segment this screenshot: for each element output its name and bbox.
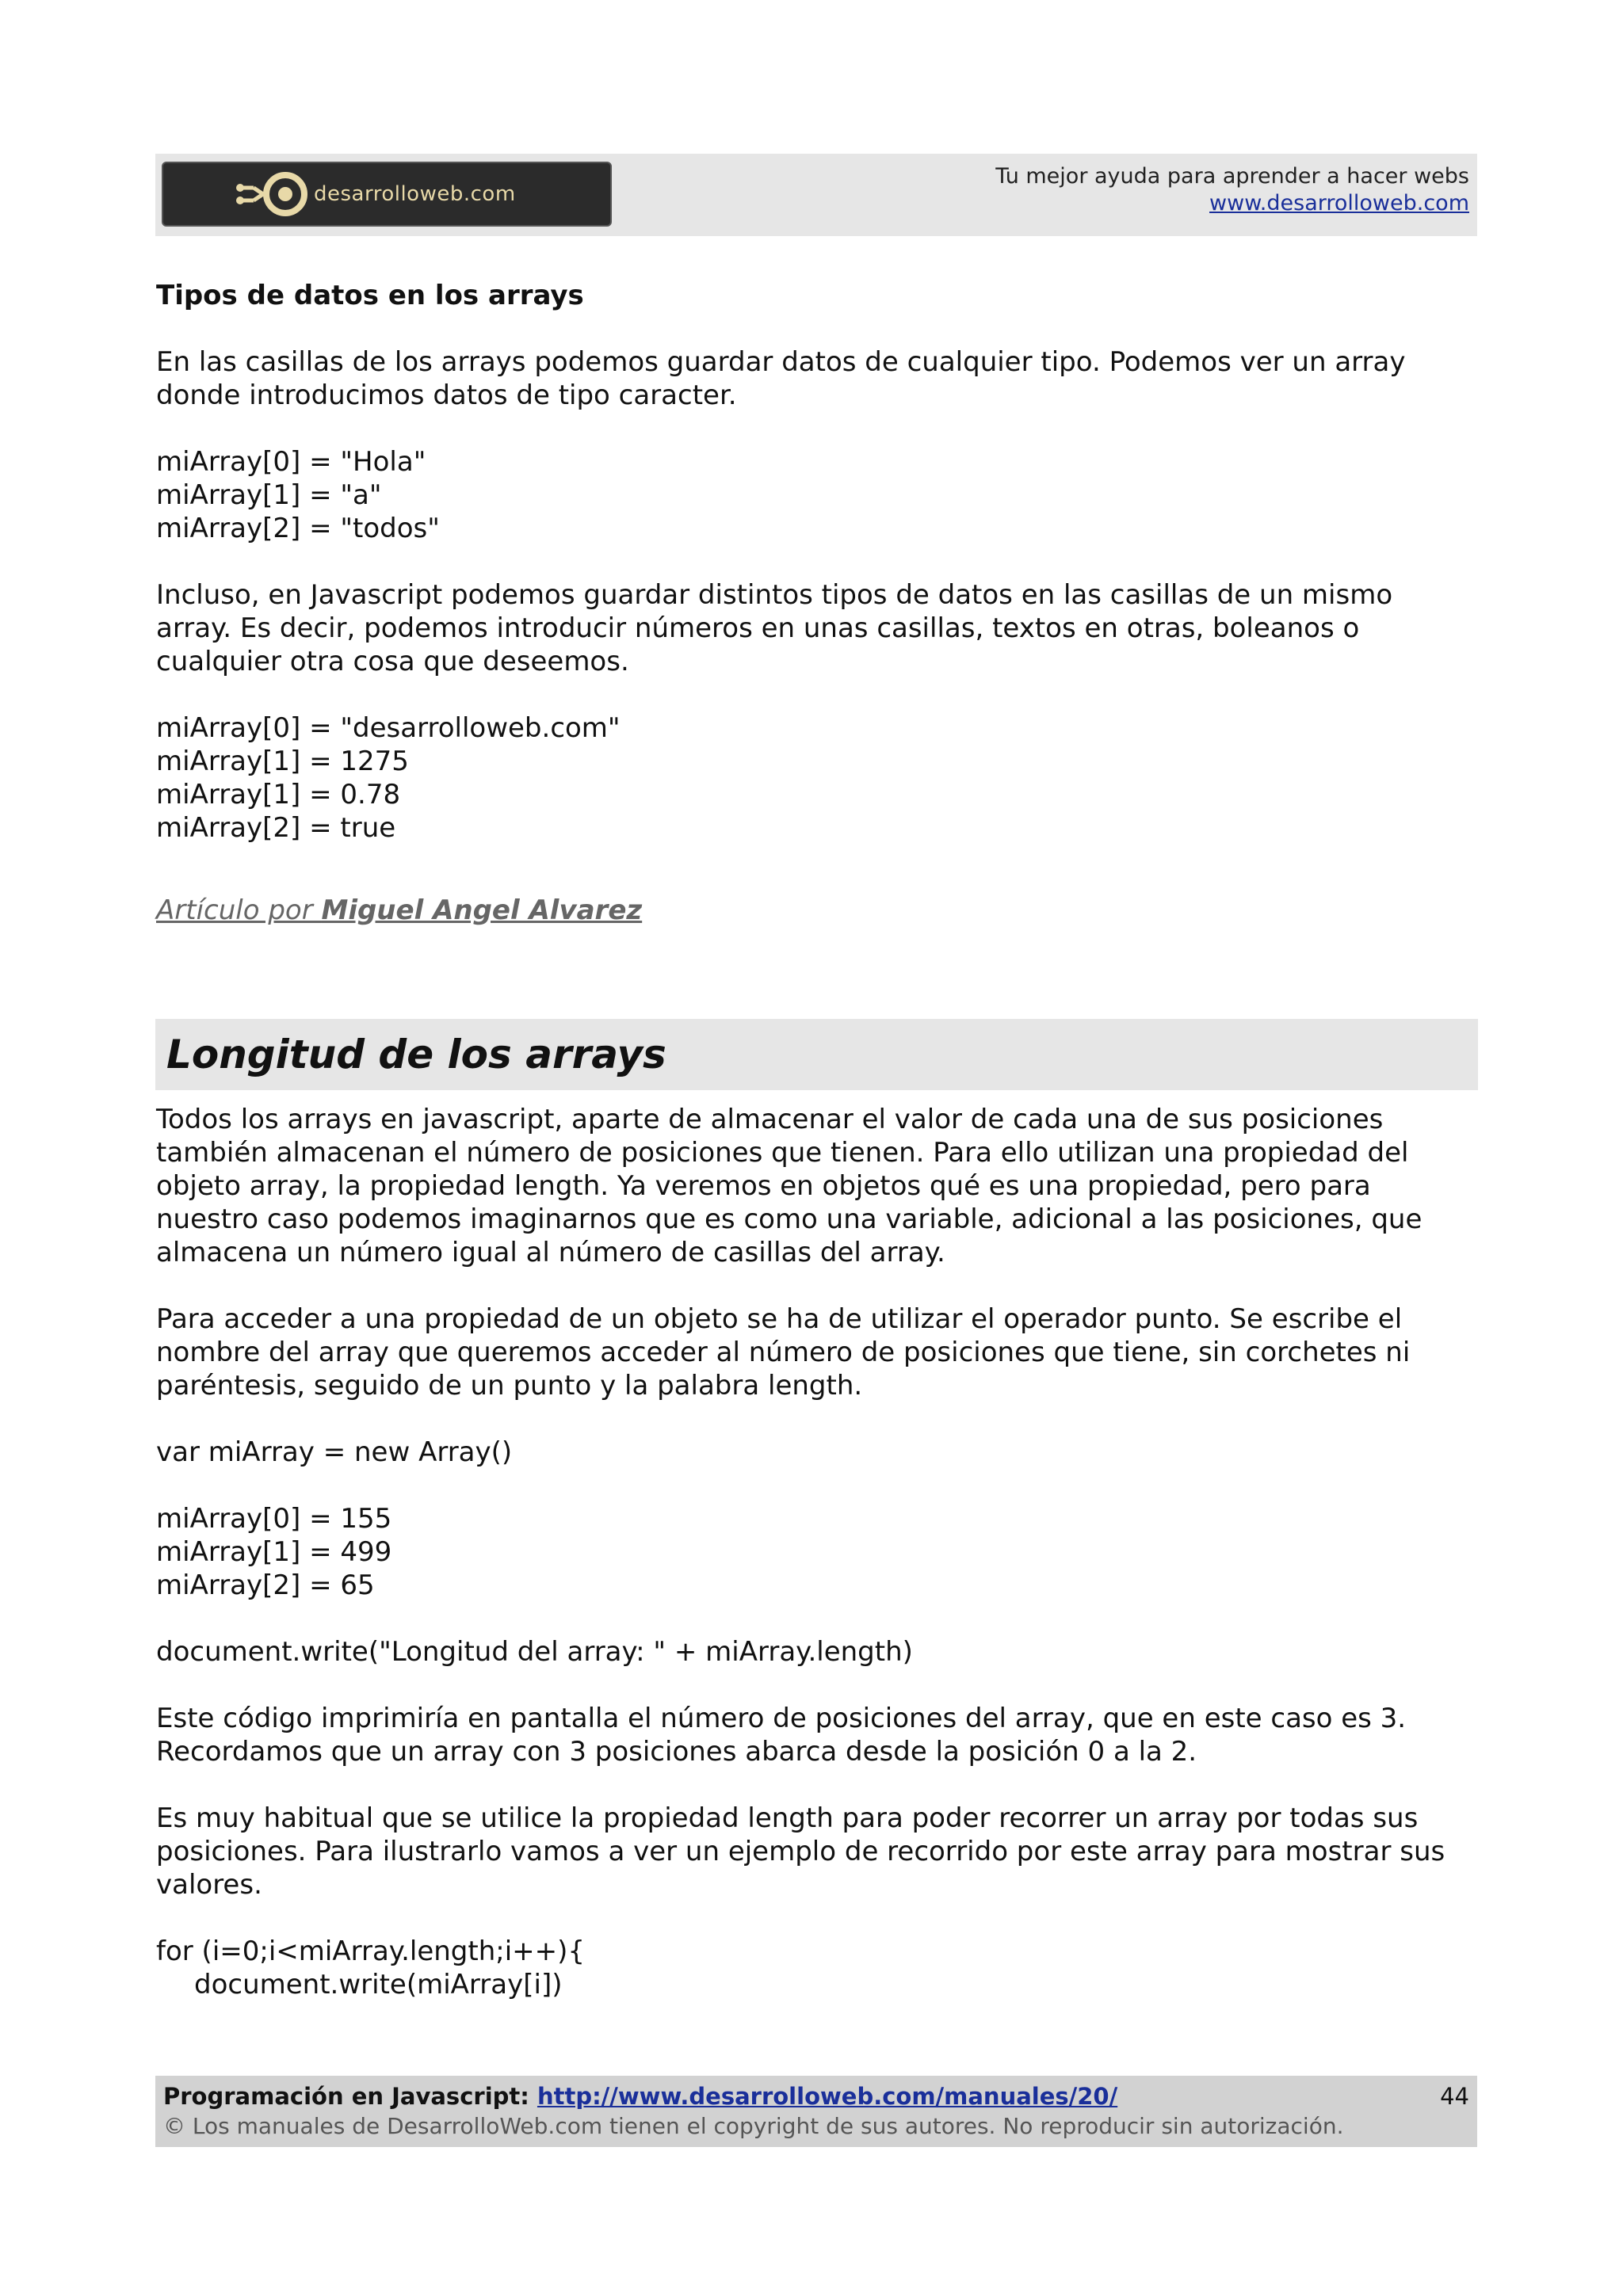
paragraph-line: paréntesis, seguido de un punto y la palabra length. bbox=[156, 1370, 863, 1402]
logo-mark-icon bbox=[236, 170, 309, 218]
code-line: miArray[1] = 0.78 bbox=[156, 779, 401, 810]
section-heading: Tipos de datos en los arrays bbox=[156, 280, 584, 311]
code-line: for (i=0;i<miArray.length;i++){ bbox=[156, 1936, 586, 1967]
site-logo[interactable] bbox=[162, 162, 612, 227]
author-name: Miguel Angel Alvarez bbox=[321, 894, 643, 926]
paragraph-line: nuestro caso podemos imaginarnos que es como una variable, adicional a las posiciones, que bbox=[156, 1203, 1423, 1235]
paragraph-line: objeto array, la propiedad length. Ya veremos en objetos qué es una propiedad, pero para bbox=[156, 1170, 1371, 1202]
code-line: var miArray = new Array() bbox=[156, 1436, 513, 1468]
page-footer bbox=[155, 2076, 1477, 2147]
logo-text: desarrolloweb.com bbox=[314, 182, 516, 206]
paragraph-line: En las casillas de los arrays podemos guardar datos de cualquier tipo. Podemos ver un array bbox=[156, 346, 1406, 378]
site-link[interactable]: www.desarrolloweb.com bbox=[1209, 191, 1469, 215]
footer-manual-label: Programación en Javascript: bbox=[163, 2083, 537, 2110]
code-line: miArray[0] = "Hola" bbox=[156, 446, 426, 478]
main-content bbox=[156, 279, 1478, 2001]
code-line: miArray[1] = "a" bbox=[156, 479, 382, 511]
code-line: miArray[2] = true bbox=[156, 812, 396, 844]
paragraph-line: Todos los arrays en javascript, aparte de almacenar el valor de cada una de sus posiciones bbox=[156, 1104, 1384, 1135]
paragraph-line: Este código imprimiría en pantalla el número de posiciones del array, que en este caso es 3. bbox=[156, 1703, 1407, 1734]
paragraph-line: nombre del array que queremos acceder al número de posiciones que tiene, sin corchetes ni bbox=[156, 1337, 1411, 1368]
paragraph-line: Incluso, en Javascript podemos guardar distintos tipos de datos en las casillas de un mismo bbox=[156, 579, 1393, 611]
header-tagline bbox=[995, 163, 1469, 217]
footer-manual bbox=[163, 2082, 1117, 2111]
author-prefix: Artículo por bbox=[156, 894, 322, 926]
code-line: miArray[2] = "todos" bbox=[156, 513, 440, 544]
code-line: miArray[2] = 65 bbox=[156, 1569, 375, 1601]
code-line: miArray[0] = "desarrolloweb.com" bbox=[156, 712, 621, 744]
page-header bbox=[155, 154, 1477, 236]
author-link[interactable] bbox=[156, 894, 1478, 927]
paragraph-line: Para acceder a una propiedad de un objeto se ha de utilizar el operador punto. Se escribe el bbox=[156, 1303, 1403, 1335]
code-line: document.write(miArray[i]) bbox=[194, 1969, 563, 2000]
paragraph-line: Recordamos que un array con 3 posiciones abarca desde la posición 0 a la 2. bbox=[156, 1736, 1197, 1768]
paragraph-line: también almacenan el número de posiciones que tienen. Para ello utilizan una propiedad del bbox=[156, 1137, 1409, 1169]
section-title: Longitud de los arrays bbox=[166, 1032, 666, 1077]
code-line: miArray[0] = 155 bbox=[156, 1503, 392, 1535]
paragraph-line: array. Es decir, podemos introducir números en unas casillas, textos en otras, boleanos o bbox=[156, 612, 1360, 644]
paragraph-line: valores. bbox=[156, 1869, 262, 1901]
footer-copyright: © Los manuales de DesarrolloWeb.com tienen el copyright de sus autores. No reproducir sin autorización. bbox=[163, 2113, 1344, 2139]
code-line: document.write("Longitud del array: " + miArray.length) bbox=[156, 1636, 913, 1668]
paragraph-line: cualquier otra cosa que deseemos. bbox=[156, 646, 629, 677]
paragraph-line: posiciones. Para ilustrarlo vamos a ver un ejemplo de recorrido por este array para mostrar sus bbox=[156, 1836, 1445, 1867]
paragraph-line: donde introducimos datos de tipo caracter. bbox=[156, 379, 737, 411]
tagline-text: Tu mejor ayuda para aprender a hacer webs bbox=[995, 164, 1469, 189]
manual-link[interactable]: http://www.desarrolloweb.com/manuales/20/ bbox=[537, 2083, 1118, 2110]
paragraph-line: almacena un número igual al número de casillas del array. bbox=[156, 1237, 945, 1268]
page-number: 44 bbox=[1440, 2083, 1469, 2110]
paragraph-line: Es muy habitual que se utilice la propiedad length para poder recorrer un array por todas sus bbox=[156, 1802, 1419, 1834]
code-line: miArray[1] = 1275 bbox=[156, 746, 409, 777]
section-title-bar bbox=[155, 1019, 1478, 1090]
code-line: miArray[1] = 499 bbox=[156, 1536, 392, 1568]
